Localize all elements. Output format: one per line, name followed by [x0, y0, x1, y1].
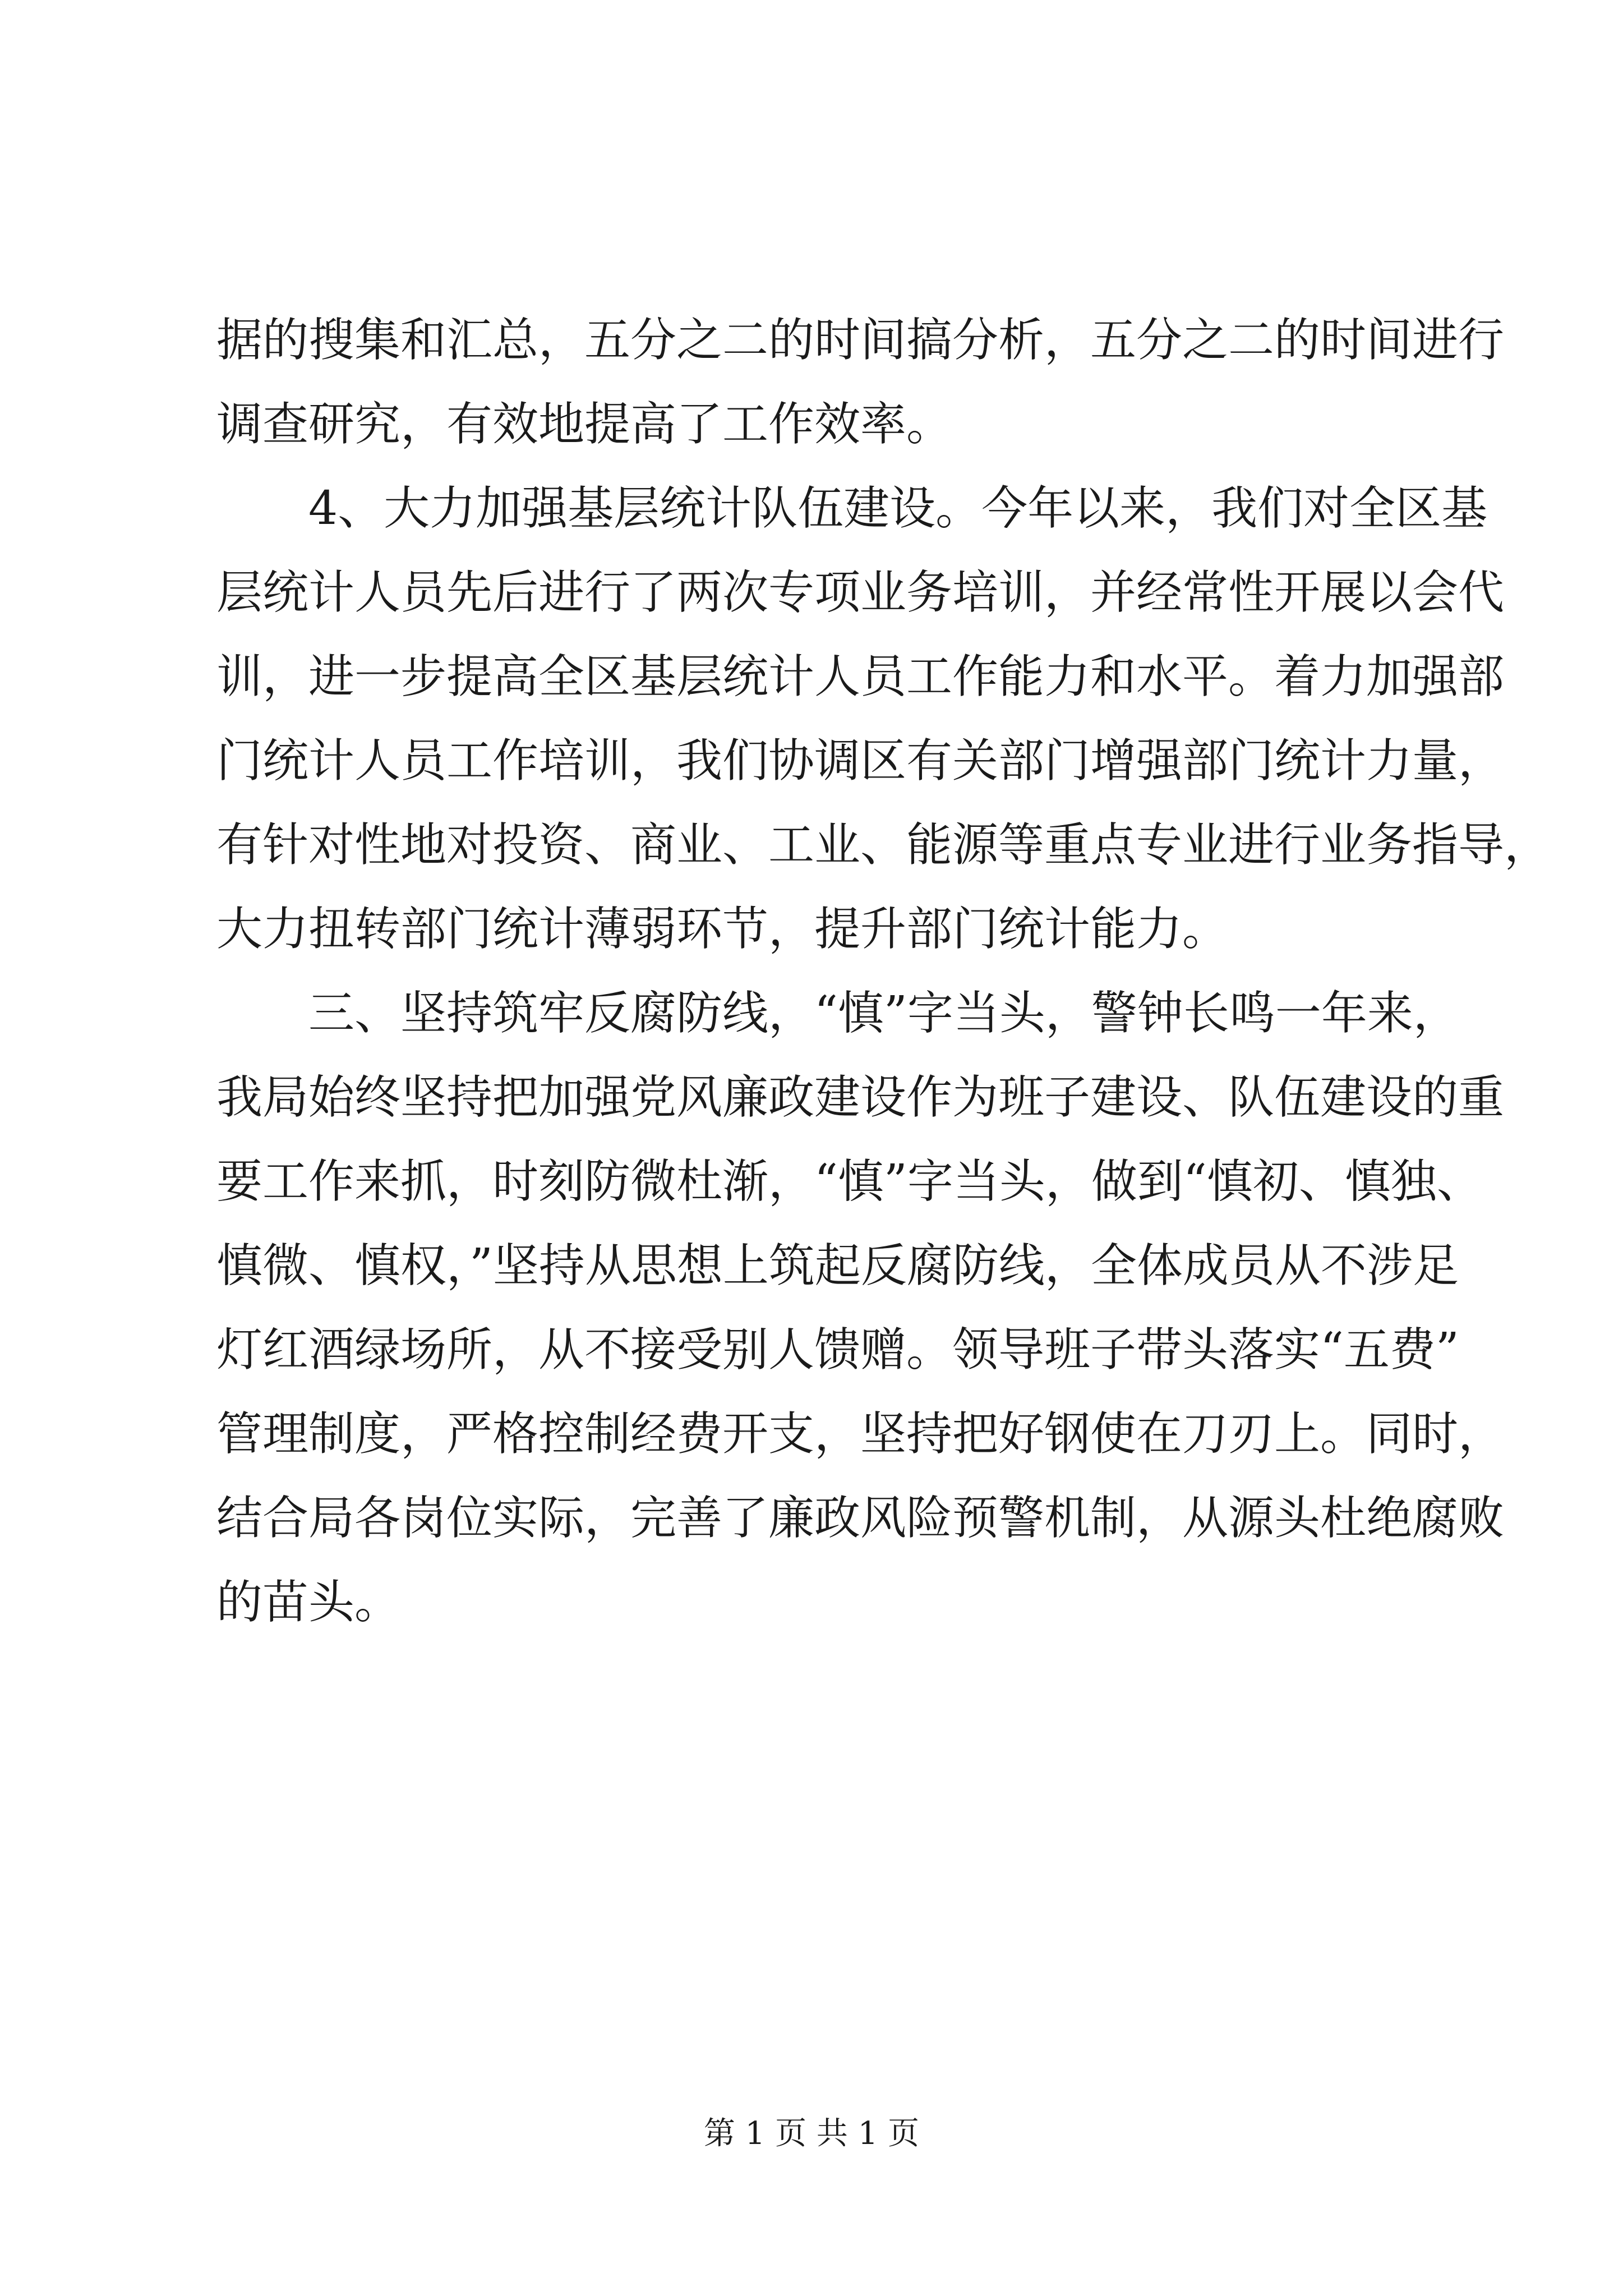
paragraph-3-line-5: 灯红酒绿场所，从不接受别人馈赠。领导班子带头落实“五费” [216, 1323, 1459, 1377]
document-body [216, 298, 1551, 1645]
paragraph-2-line-4: 门统计人员工作培训，我们协调区有关部门增强部门统计力量， [216, 734, 1505, 788]
paragraph-2-line-1: 4、大力加强基层统计队伍建设。今年以来，我们对全区基 [308, 482, 1488, 535]
paragraph-3-line-3: 要工作来抓，时刻防微杜渐，“慎”字当头，做到“慎初、慎独、 [216, 1155, 1483, 1208]
paragraph-2-line-2: 层统计人员先后进行了两次专项业务培训，并经常性开展以会代 [216, 566, 1505, 619]
paragraph-3-line-8: 的苗头。 [216, 1576, 401, 1629]
paragraph-1-line-2: 调查研究，有效地提高了工作效率。 [216, 398, 953, 451]
paragraph-2-line-6: 大力扭转部门统计薄弱环节，提升部门统计能力。 [216, 903, 1229, 956]
paragraph-3-line-7: 结合局各岗位实际，完善了廉政风险预警机制，从源头杜绝腐败 [216, 1492, 1505, 1545]
paragraph-1-line-1: 据的搜集和汇总，五分之二的时间搞分析，五分之二的时间进行 [216, 314, 1505, 367]
paragraph-3-line-2: 我局始终坚持把加强党风廉政建设作为班子建设、队伍建设的重 [216, 1071, 1505, 1124]
page-footer [0, 2114, 1623, 2154]
paragraph-3-line-4: 慎微、慎权，”坚持从思想上筑起反腐防线，全体成员从不涉足 [216, 1239, 1459, 1292]
paragraph-3-line-1: 三、坚持筑牢反腐防线，“慎”字当头，警钟长鸣一年来， [308, 987, 1459, 1040]
paragraph-3-line-6: 管理制度，严格控制经费开支，坚持把好钢使在刀刃上。同时， [216, 1407, 1505, 1461]
paragraph-2-line-3: 训，进一步提高全区基层统计人员工作能力和水平。着力加强部 [216, 650, 1505, 703]
page-number-label: 第 1 页 共 1 页 [703, 2115, 920, 2152]
paragraph-2-line-5: 有针对性地对投资、商业、工业、能源等重点专业进行业务指导， [216, 818, 1551, 872]
